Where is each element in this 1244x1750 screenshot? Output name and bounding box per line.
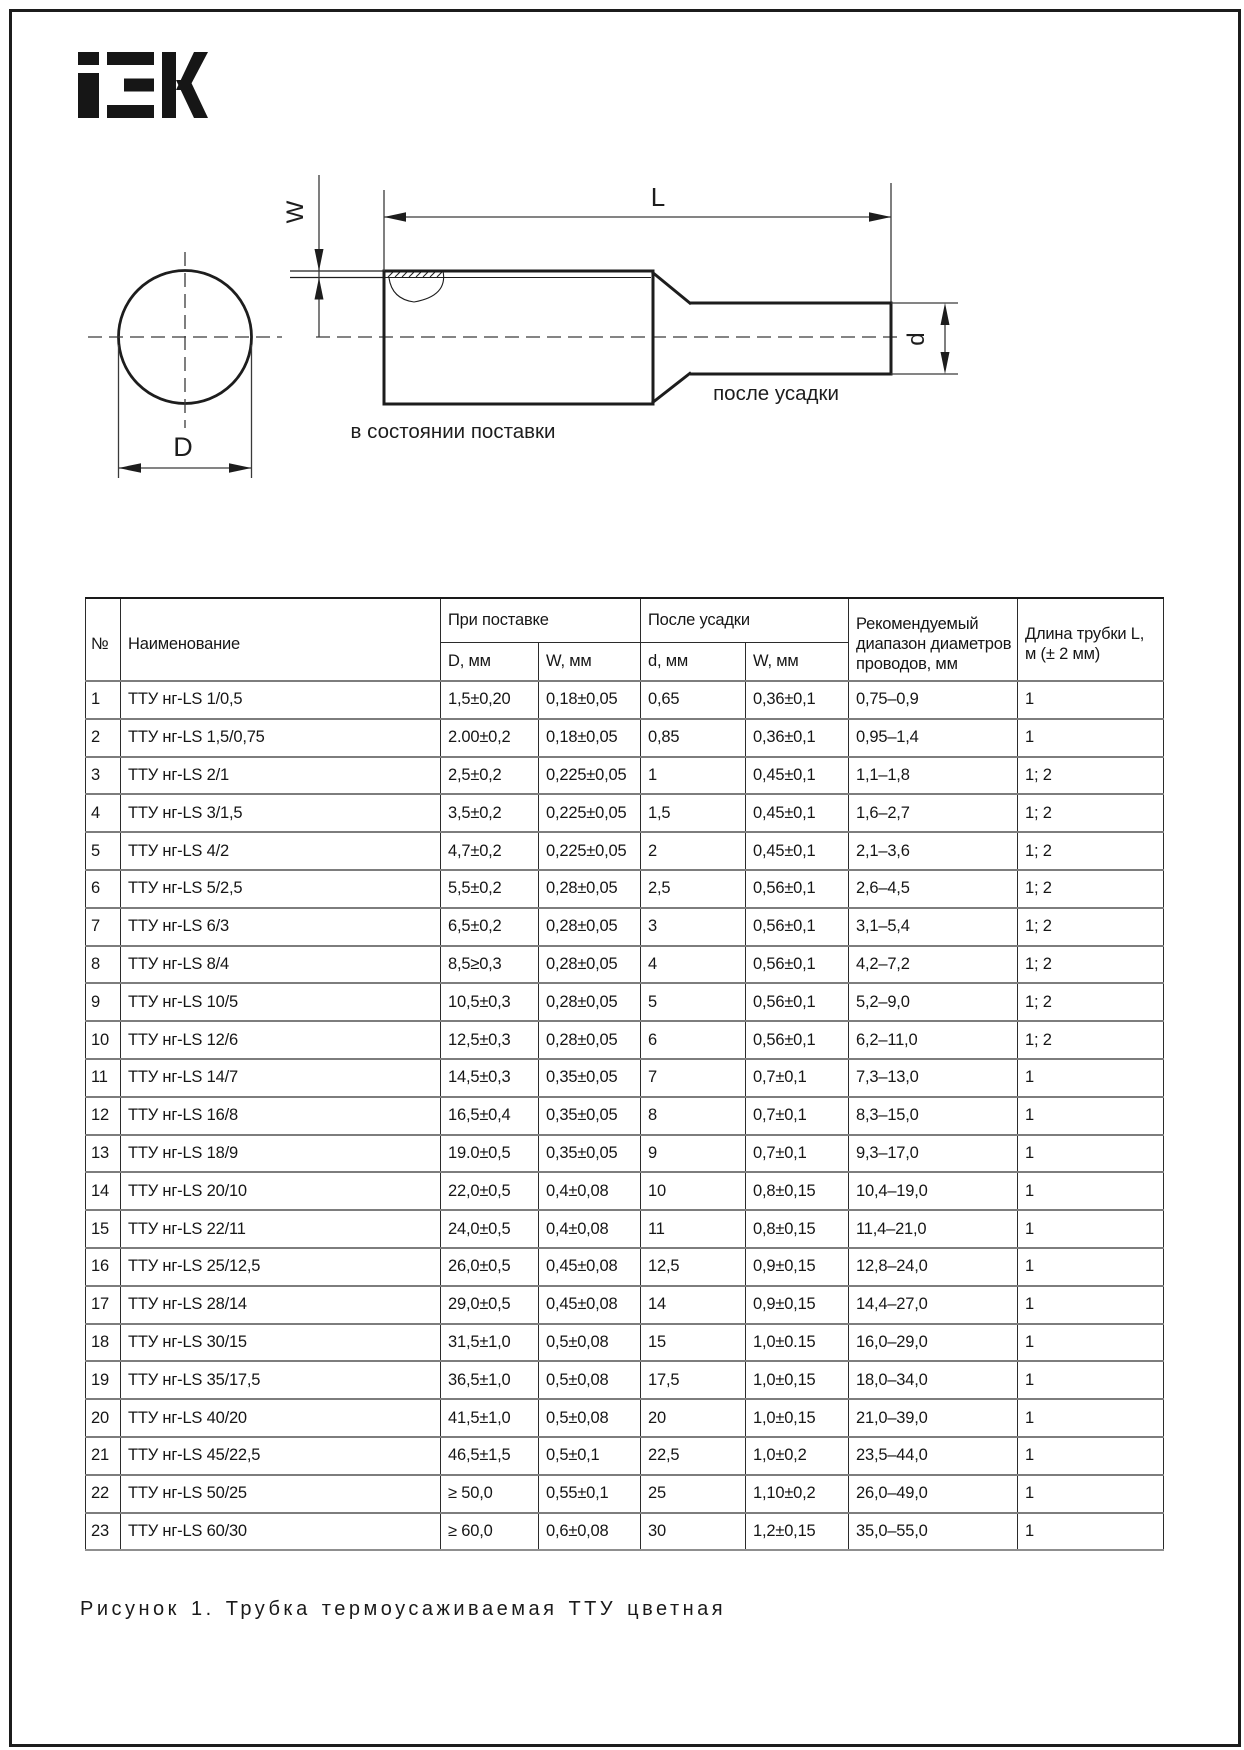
spec-table-body (86, 681, 1164, 1550)
table-cell: ТТУ нг-LS 25/12,5 (121, 1248, 441, 1286)
col-header-length: Длина трубки L, м (± 2 мм) (1018, 598, 1164, 681)
table-cell: 10 (86, 1021, 121, 1059)
table-cell: 1,5 (641, 794, 746, 832)
table-cell: 0,8±0,15 (746, 1172, 849, 1210)
table-cell: 5,2–9,0 (849, 983, 1018, 1021)
table-cell: ТТУ нг-LS 2/1 (121, 757, 441, 795)
table-cell: 1; 2 (1018, 870, 1164, 908)
table-cell: 0,45±0,1 (746, 757, 849, 795)
table-cell: 3 (86, 757, 121, 795)
table-row (86, 794, 1164, 832)
table-cell: 1,0±0,2 (746, 1437, 849, 1475)
table-cell: 0,8±0,15 (746, 1210, 849, 1248)
wall-leader-curve (389, 278, 414, 302)
table-cell: 11,4–21,0 (849, 1210, 1018, 1248)
table-cell: 0,95–1,4 (849, 719, 1018, 757)
table-cell: ТТУ нг-LS 28/14 (121, 1286, 441, 1324)
table-cell: 1,5±0,20 (441, 681, 539, 719)
table-row (86, 757, 1164, 795)
table-cell: 0,225±0,05 (539, 757, 641, 795)
table-cell: 35,0–55,0 (849, 1513, 1018, 1551)
table-cell: 1; 2 (1018, 1021, 1164, 1059)
table-cell: 16,5±0,4 (441, 1097, 539, 1135)
table-cell: ТТУ нг-LS 14/7 (121, 1059, 441, 1097)
table-cell: 3,5±0,2 (441, 794, 539, 832)
table-cell: 0,6±0,08 (539, 1513, 641, 1551)
table-cell: ТТУ нг-LS 40/20 (121, 1399, 441, 1437)
table-cell: ТТУ нг-LS 30/15 (121, 1324, 441, 1362)
table-row (86, 681, 1164, 719)
table-cell: 6 (86, 870, 121, 908)
table-cell: 12 (86, 1097, 121, 1135)
table-cell: 0,75–0,9 (849, 681, 1018, 719)
table-cell: 1,0±0,15 (746, 1399, 849, 1437)
table-cell: 8,5≥0,3 (441, 946, 539, 984)
table-cell: 4 (86, 794, 121, 832)
table-cell: 0,225±0,05 (539, 832, 641, 870)
table-cell: 0,18±0,05 (539, 719, 641, 757)
dim-L-arrow-right (869, 212, 891, 222)
table-cell: 18,0–34,0 (849, 1361, 1018, 1399)
table-cell: 14,5±0,3 (441, 1059, 539, 1097)
table-cell: 1; 2 (1018, 983, 1164, 1021)
dim-D-arrow-right (229, 463, 252, 473)
table-row (86, 1513, 1164, 1551)
table-cell: ТТУ нг-LS 8/4 (121, 946, 441, 984)
table-cell: 1 (1018, 1248, 1164, 1286)
table-cell: 0,9±0,15 (746, 1248, 849, 1286)
dim-D-arrow-left (119, 463, 142, 473)
col-header-W1: W, мм (539, 643, 641, 682)
table-cell: 5 (86, 832, 121, 870)
label-L: L (650, 182, 666, 212)
label-after-shrink: после усадки (713, 382, 839, 405)
table-cell: 0,5±0,08 (539, 1399, 641, 1437)
table-cell: 1 (1018, 1135, 1164, 1173)
table-row (86, 908, 1164, 946)
table-cell: 0,5±0,08 (539, 1361, 641, 1399)
table-cell: 8 (641, 1097, 746, 1135)
table-cell: ≥ 60,0 (441, 1513, 539, 1551)
table-cell: 2,5 (641, 870, 746, 908)
table-cell: 0,5±0,08 (539, 1324, 641, 1362)
table-row (86, 1097, 1164, 1135)
table-cell: 4,7±0,2 (441, 832, 539, 870)
table-cell: 6,5±0,2 (441, 908, 539, 946)
table-cell: 0,28±0,05 (539, 1021, 641, 1059)
table-cell: 0,7±0,1 (746, 1059, 849, 1097)
table-cell: ≥ 50,0 (441, 1475, 539, 1513)
table-cell: 1,0±0.15 (746, 1324, 849, 1362)
table-cell: ТТУ нг-LS 1,5/0,75 (121, 719, 441, 757)
spec-table-wrapper (85, 597, 1163, 1551)
table-cell: ТТУ нг-LS 60/30 (121, 1513, 441, 1551)
table-cell: ТТУ нг-LS 20/10 (121, 1172, 441, 1210)
table-cell: 11 (641, 1210, 746, 1248)
table-cell: 10,5±0,3 (441, 983, 539, 1021)
table-row (86, 1286, 1164, 1324)
dim-d-arrow-up (941, 303, 950, 325)
table-cell: 26,0–49,0 (849, 1475, 1018, 1513)
col-header-d: d, мм (641, 643, 746, 682)
table-cell: 16,0–29,0 (849, 1324, 1018, 1362)
table-cell: 1,1–1,8 (849, 757, 1018, 795)
col-header-name: Наименование (121, 598, 441, 681)
col-group-supply: При поставке (441, 598, 641, 643)
technical-drawing (0, 0, 1244, 510)
table-cell: 1 (1018, 1399, 1164, 1437)
table-cell: 1 (641, 757, 746, 795)
col-header-D: D, мм (441, 643, 539, 682)
table-cell: 6 (641, 1021, 746, 1059)
table-row (86, 832, 1164, 870)
table-cell: 0,56±0,1 (746, 870, 849, 908)
table-row (86, 1135, 1164, 1173)
table-cell: ТТУ нг-LS 16/8 (121, 1097, 441, 1135)
table-cell: 14 (86, 1172, 121, 1210)
wall-leader-curve2 (414, 271, 444, 302)
table-cell: 22 (86, 1475, 121, 1513)
table-cell: 1; 2 (1018, 908, 1164, 946)
table-cell: 19 (86, 1361, 121, 1399)
table-cell: 0,28±0,05 (539, 908, 641, 946)
table-cell: 20 (86, 1399, 121, 1437)
table-cell: 4 (641, 946, 746, 984)
table-cell: 21,0–39,0 (849, 1399, 1018, 1437)
table-cell: 17,5 (641, 1361, 746, 1399)
table-cell: 24,0±0,5 (441, 1210, 539, 1248)
table-cell: 12,5 (641, 1248, 746, 1286)
table-cell: 1,10±0,2 (746, 1475, 849, 1513)
table-cell: 16 (86, 1248, 121, 1286)
taper-top (652, 272, 691, 304)
table-cell: 9,3–17,0 (849, 1135, 1018, 1173)
table-cell: 7,3–13,0 (849, 1059, 1018, 1097)
table-cell: 7 (86, 908, 121, 946)
table-cell: 0,5±0,1 (539, 1437, 641, 1475)
table-cell: 36,5±1,0 (441, 1361, 539, 1399)
table-cell: 0,7±0,1 (746, 1135, 849, 1173)
table-cell: 6,2–11,0 (849, 1021, 1018, 1059)
col-group-shrunk: После усадки (641, 598, 849, 643)
table-cell: ТТУ нг-LS 4/2 (121, 832, 441, 870)
table-cell: 0,56±0,1 (746, 1021, 849, 1059)
table-cell: 0,35±0,05 (539, 1135, 641, 1173)
table-row (86, 1210, 1164, 1248)
table-cell: 1 (1018, 1475, 1164, 1513)
table-cell: 0,35±0,05 (539, 1059, 641, 1097)
table-cell: 21 (86, 1437, 121, 1475)
spec-table-head (86, 598, 1164, 681)
table-row (86, 1021, 1164, 1059)
table-cell: 12,5±0,3 (441, 1021, 539, 1059)
table-cell: 11 (86, 1059, 121, 1097)
table-cell: 1 (1018, 1286, 1164, 1324)
table-cell: 7 (641, 1059, 746, 1097)
table-cell: 2 (86, 719, 121, 757)
table-cell: 2,5±0,2 (441, 757, 539, 795)
table-cell: 2,1–3,6 (849, 832, 1018, 870)
table-cell: 0,36±0,1 (746, 681, 849, 719)
table-cell: 4,2–7,2 (849, 946, 1018, 984)
table-cell: 0,28±0,05 (539, 983, 641, 1021)
table-cell: 1; 2 (1018, 757, 1164, 795)
col-header-range: Рекомендуемый диапазон диаметров проводов, мм (849, 598, 1018, 681)
table-cell: 1 (1018, 1324, 1164, 1362)
table-cell: 2 (641, 832, 746, 870)
table-row (86, 719, 1164, 757)
table-cell: 1 (1018, 1513, 1164, 1551)
table-cell: ТТУ нг-LS 5/2,5 (121, 870, 441, 908)
table-cell: ТТУ нг-LS 3/1,5 (121, 794, 441, 832)
table-cell: 0,55±0,1 (539, 1475, 641, 1513)
table-row (86, 870, 1164, 908)
table-cell: 13 (86, 1135, 121, 1173)
table-cell: 14 (641, 1286, 746, 1324)
table-cell: 1 (1018, 1437, 1164, 1475)
col-header-W2: W, мм (746, 643, 849, 682)
table-cell: 1 (1018, 1210, 1164, 1248)
label-W: W (282, 200, 309, 224)
table-cell: 2.00±0,2 (441, 719, 539, 757)
table-cell: 10 (641, 1172, 746, 1210)
dim-W-arrow-up (315, 278, 324, 300)
col-header-num: № (86, 598, 121, 681)
table-cell: 12,8–24,0 (849, 1248, 1018, 1286)
table-cell: ТТУ нг-LS 10/5 (121, 983, 441, 1021)
table-cell: 0,18±0,05 (539, 681, 641, 719)
table-row (86, 1475, 1164, 1513)
table-cell: 29,0±0,5 (441, 1286, 539, 1324)
table-cell: 23,5–44,0 (849, 1437, 1018, 1475)
table-cell: 0,56±0,1 (746, 946, 849, 984)
figure-caption: Рисунок 1. Трубка термоусаживаемая ТТУ цветная (80, 1598, 727, 1620)
table-cell: 1,2±0,15 (746, 1513, 849, 1551)
table-cell: 0,7±0,1 (746, 1097, 849, 1135)
label-supply-state: в состоянии поставки (350, 420, 556, 443)
table-cell: 0,45±0,08 (539, 1248, 641, 1286)
table-cell: 14,4–27,0 (849, 1286, 1018, 1324)
table-cell: 0,45±0,08 (539, 1286, 641, 1324)
table-cell: 0,65 (641, 681, 746, 719)
table-row (86, 1437, 1164, 1475)
table-cell: 0,36±0,1 (746, 719, 849, 757)
table-cell: 46,5±1,5 (441, 1437, 539, 1475)
dim-L-arrow-left (384, 212, 406, 222)
table-cell: 9 (641, 1135, 746, 1173)
table-cell: 3 (641, 908, 746, 946)
table-row (86, 983, 1164, 1021)
table-cell: 15 (641, 1324, 746, 1362)
table-row (86, 1399, 1164, 1437)
table-row (86, 1324, 1164, 1362)
table-cell: 0,225±0,05 (539, 794, 641, 832)
dim-d-arrow-down (941, 352, 950, 374)
tube-shrunk-body (690, 303, 891, 374)
table-cell: 30 (641, 1513, 746, 1551)
table-cell: 1 (1018, 719, 1164, 757)
table-row (86, 1361, 1164, 1399)
table-cell: 5 (641, 983, 746, 1021)
table-cell: 1; 2 (1018, 946, 1164, 984)
table-cell: 5,5±0,2 (441, 870, 539, 908)
table-cell: 10,4–19,0 (849, 1172, 1018, 1210)
table-cell: 1,0±0,15 (746, 1361, 849, 1399)
label-d: d (903, 332, 930, 346)
table-cell: 20 (641, 1399, 746, 1437)
table-cell: 0,45±0,1 (746, 832, 849, 870)
table-cell: 0,9±0,15 (746, 1286, 849, 1324)
table-cell: ТТУ нг-LS 50/25 (121, 1475, 441, 1513)
dim-W-arrow-down (315, 249, 324, 271)
table-cell: 18 (86, 1324, 121, 1362)
table-cell: ТТУ нг-LS 22/11 (121, 1210, 441, 1248)
label-D: D (173, 432, 193, 462)
table-cell: 1; 2 (1018, 794, 1164, 832)
table-cell: 0,4±0,08 (539, 1210, 641, 1248)
table-cell: 1 (1018, 1172, 1164, 1210)
table-cell: 19.0±0,5 (441, 1135, 539, 1173)
table-cell: ТТУ нг-LS 6/3 (121, 908, 441, 946)
table-cell: 1 (1018, 681, 1164, 719)
table-cell: ТТУ нг-LS 35/17,5 (121, 1361, 441, 1399)
table-row (86, 1059, 1164, 1097)
table-cell: 0,28±0,05 (539, 870, 641, 908)
table-cell: 1; 2 (1018, 832, 1164, 870)
table-cell: 26,0±0,5 (441, 1248, 539, 1286)
table-cell: 25 (641, 1475, 746, 1513)
table-cell: ТТУ нг-LS 1/0,5 (121, 681, 441, 719)
table-cell: ТТУ нг-LS 45/22,5 (121, 1437, 441, 1475)
table-cell: 2,6–4,5 (849, 870, 1018, 908)
table-cell: 1 (1018, 1059, 1164, 1097)
table-row (86, 1172, 1164, 1210)
table-cell: 0,35±0,05 (539, 1097, 641, 1135)
table-cell: 1,6–2,7 (849, 794, 1018, 832)
table-cell: 15 (86, 1210, 121, 1248)
table-cell: 22,5 (641, 1437, 746, 1475)
table-cell: 0,28±0,05 (539, 946, 641, 984)
table-cell: 8,3–15,0 (849, 1097, 1018, 1135)
table-cell: 9 (86, 983, 121, 1021)
spec-table (85, 597, 1164, 1551)
table-cell: 0,56±0,1 (746, 908, 849, 946)
table-cell: 23 (86, 1513, 121, 1551)
table-cell: 8 (86, 946, 121, 984)
table-cell: 3,1–5,4 (849, 908, 1018, 946)
table-cell: 0,85 (641, 719, 746, 757)
table-row (86, 946, 1164, 984)
table-cell: 17 (86, 1286, 121, 1324)
table-cell: 31,5±1,0 (441, 1324, 539, 1362)
table-cell: 41,5±1,0 (441, 1399, 539, 1437)
table-cell: ТТУ нг-LS 18/9 (121, 1135, 441, 1173)
table-cell: 22,0±0,5 (441, 1172, 539, 1210)
table-cell: 0,4±0,08 (539, 1172, 641, 1210)
table-cell: 0,45±0,1 (746, 794, 849, 832)
table-cell: ТТУ нг-LS 12/6 (121, 1021, 441, 1059)
taper-bottom (652, 373, 691, 404)
table-cell: 1 (1018, 1361, 1164, 1399)
table-row (86, 1248, 1164, 1286)
table-cell: 0,56±0,1 (746, 983, 849, 1021)
table-cell: 1 (1018, 1097, 1164, 1135)
table-cell: 1 (86, 681, 121, 719)
